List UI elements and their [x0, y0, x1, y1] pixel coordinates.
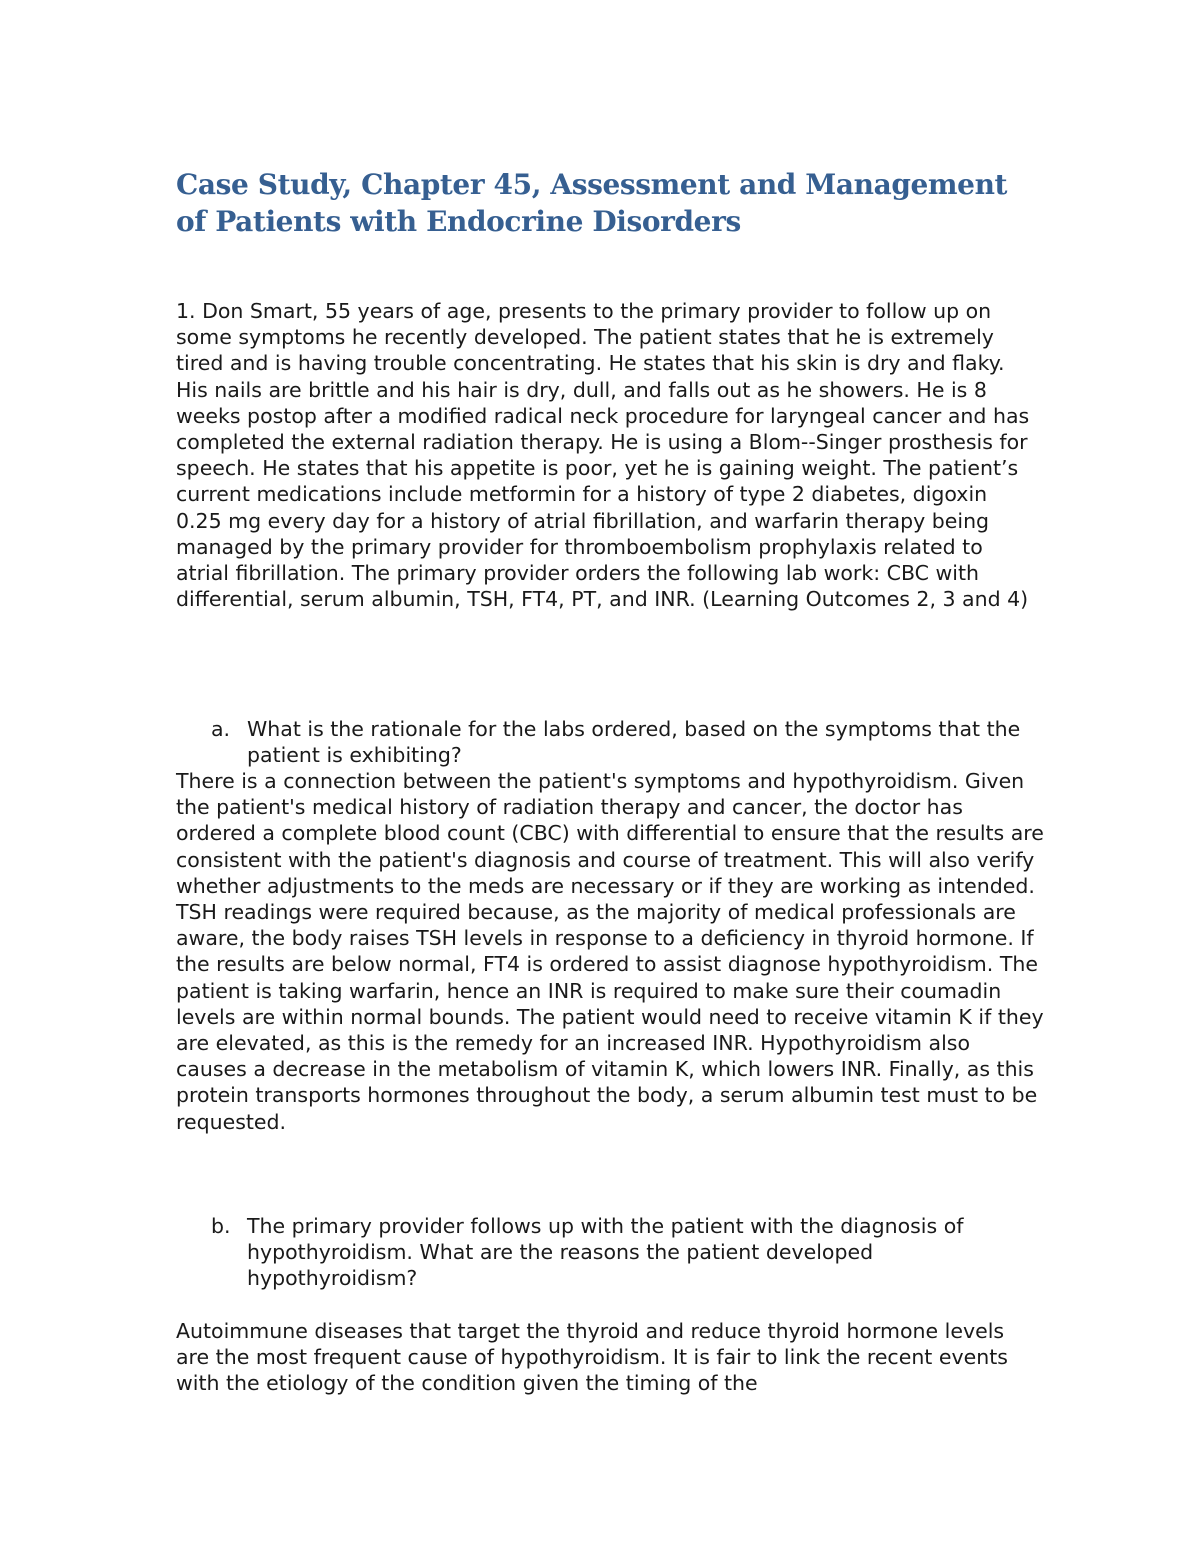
case-question-1: 1. Don Smart, 55 years of age, presents to the primary provider to follow up on some symptoms he recently developed. The patient states that he is extremely tired and is having trouble concentrating. He states that his skin is dry and flaky. His nails are brittle and his hair is dry, dull, and falls out as he showers. He is 8 weeks postop after a modified radical neck procedure for laryngeal cancer and has completed the external radiation therapy. He is using a Blom--Singer prosthesis for speech. He states that his appetite is poor, yet he is gaining weight. The patient’s current medications include metformin for a history of type 2 diabetes, digoxin 0.25 mg every day for a history of atrial fibrillation, and warfarin therapy being managed by the primary provider for thromboembolism prophylaxis related to atrial fibrillation. The primary provider orders the following lab work: CBC with differential, serum albumin, TSH, FT4, PT, and INR. (Learning Outcomes 2, 3 and 4) — [176, 299, 1030, 612]
sub-question-a — [176, 716, 1036, 768]
document-title: Case Study, Chapter 45, Assessment and Management of Patients with Endocrine Disorders — [176, 168, 1008, 238]
answer-a: There is a connection between the patient's symptoms and hypothyroidism. Given the patient's medical history of radiation therapy and cancer, the doctor has ordered a complete blood count (CBC) with differential to ensure that the results are consistent with the patient's diagnosis and course of treatment. This will also verify whether adjustments to the meds are necessary or if they are working as intended. TSH readings were required because, as the majority of medical professionals are aware, the body raises TSH levels in response to a deficiency in thyroid hormone. If the results are below normal, FT4 is ordered to assist diagnose hypothyroidism. The patient is taking warfarin, hence an INR is required to make sure their coumadin levels are within normal bounds. The patient would need to receive vitamin K if they are elevated, as this is the remedy for an increased INR. Hypothyroidism also causes a decrease in the metabolism of vitamin K, which lowers INR. Finally, as this protein transports hormones throughout the body, a serum albumin test must to be requested. — [176, 769, 1044, 1134]
sub-question-b-marker: b. — [211, 1214, 231, 1238]
answer-b: Autoimmune diseases that target the thyroid and reduce thyroid hormone levels are the most frequent cause of hypothyroidism. It is fair to link the recent events with the etiology of the condition given the timing of the — [176, 1319, 1008, 1396]
sub-question-a-text: What is the rationale for the labs ordered, based on the symptoms that the patient is exhibiting? — [247, 717, 1021, 768]
sub-question-b — [176, 1213, 1036, 1292]
sub-question-a-marker: a. — [211, 717, 231, 741]
sub-question-b-text: The primary provider follows up with the patient with the diagnosis of hypothyroidism. What are the reasons the patient developed hypothyroidism? — [247, 1214, 964, 1291]
